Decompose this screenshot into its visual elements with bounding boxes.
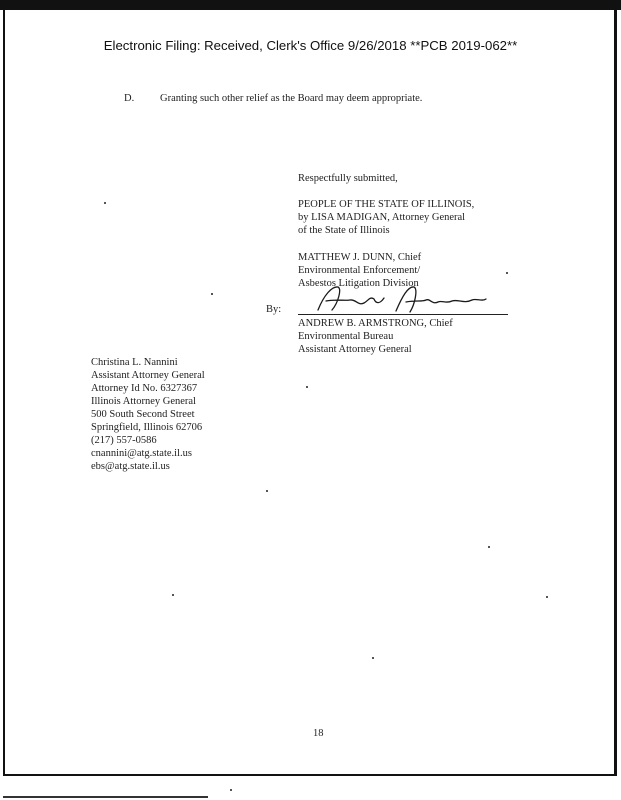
contact-email[interactable]: ebs@atg.state.il.us [91, 461, 170, 472]
filing-stamp: Electronic Filing: Received, Clerk's Office 9/26/2018 **PCB 2019-062** [103, 38, 518, 53]
contact-line: Christina L. Nannini [91, 357, 178, 368]
party-line: PEOPLE OF THE STATE OF ILLINOIS, [298, 199, 475, 210]
division-line: Asbestos Litigation Division [298, 278, 419, 289]
scan-speck [546, 596, 548, 598]
signer-line: Assistant Attorney General [298, 344, 412, 355]
party-line: by LISA MADIGAN, Attorney General [298, 212, 466, 223]
page-number: 18 [313, 728, 324, 739]
signer-line: ANDREW B. ARMSTRONG, Chief [298, 318, 453, 329]
contact-line: 500 South Second Street [91, 409, 195, 420]
page-left-border [3, 6, 5, 776]
page-top-border [0, 0, 621, 10]
division-line: Environmental Enforcement/ [298, 265, 421, 276]
scan-speck [506, 272, 508, 274]
contact-block [91, 356, 205, 473]
relief-item-text: Granting such other relief as the Board may deem appropriate. [160, 93, 423, 104]
contact-line: Assistant Attorney General [91, 370, 205, 381]
scan-speck [372, 657, 374, 659]
scan-speck [211, 293, 213, 295]
scan-speck [104, 202, 106, 204]
party-line: of the State of Illinois [298, 225, 390, 236]
contact-line: Attorney Id No. 6327367 [91, 383, 198, 394]
scan-speck [172, 594, 174, 596]
contact-line: (217) 557-0586 [91, 435, 157, 446]
contact-line: Illinois Attorney General [91, 396, 196, 407]
scan-speck [230, 789, 232, 791]
contact-email[interactable]: cnannini@atg.state.il.us [91, 448, 192, 459]
signer-line: Environmental Bureau [298, 331, 394, 342]
division-line: MATTHEW J. DUNN, Chief [298, 252, 422, 263]
page-bottom-border [3, 774, 617, 776]
signature-line [298, 314, 508, 315]
closing-line: Respectfully submitted, [298, 173, 398, 184]
page-right-border [614, 6, 617, 776]
by-label: By: [266, 304, 282, 315]
contact-line: Springfield, Illinois 62706 [91, 422, 203, 433]
scan-speck [266, 490, 268, 492]
scan-speck [488, 546, 490, 548]
relief-item-label: D. [124, 93, 135, 104]
scan-edge-line [3, 796, 208, 798]
scan-speck [306, 386, 308, 388]
